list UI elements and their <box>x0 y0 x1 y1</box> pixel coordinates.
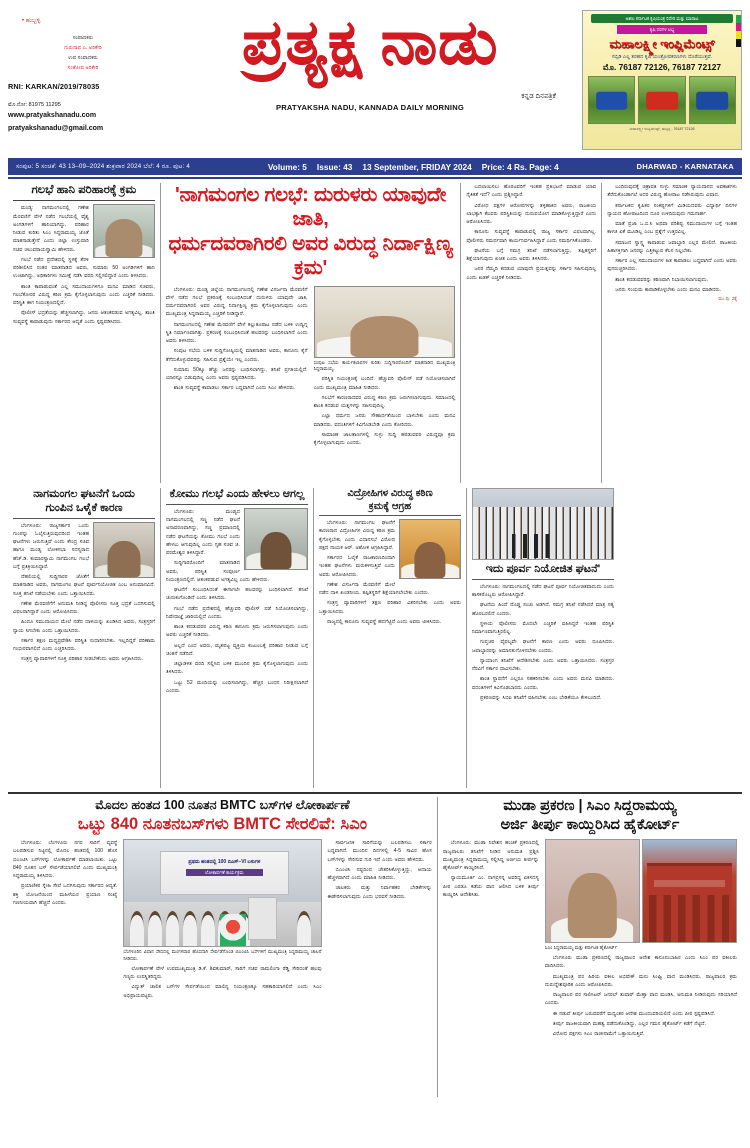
ad-strip-top: ಅಖಿಲ ಕರ್ನಾಟಕ ಕೃಷಿಯಂತ್ರ ರಿಪೇರಿ ಮತ್ತು ಮಾರಾಟ <box>591 14 733 23</box>
paragraph: ಮುಖ್ಯಮಂತ್ರಿ ಪರ ಹಿರಿಯ ವಕೀಲ ಅಭಿಷೇಕ್ ಮನು ಸಿಂಘ್ವಿ ವಾದ ಮಂಡಿಸಿದರು. ರಾಜ್ಯಪಾಲರ ಕ್ರಮ ದುರುದ್ದೇಶಪೂರಿತ ಎಂದು ಆರೋಪಿಸಿದರು. <box>544 973 737 988</box>
caption-muda-photo: ಸಿಎಂ ಸಿದ್ದರಾಮಯ್ಯ ಮತ್ತು ಕರ್ನಾಟಕ ಹೈಕೋರ್ಟ್ <box>544 945 618 951</box>
ad-phone-number: ಮೊ. 76187 72126, 76187 72127 <box>602 62 722 72</box>
photo-cm-siddaramaiah-portrait <box>545 839 640 943</box>
website-link[interactable]: www.pratyakshanadu.com <box>8 111 97 119</box>
paragraph: ಸಾರ್ವಜನಿಕ ಸಾರಿಗೆಯನ್ನು ಬಲಪಡಿಸಲು ಸರ್ಕಾರ ಬದ್ಧವಾಗಿದೆ. ಮುಂದಿನ ದಿನಗಳಲ್ಲಿ 4-5 ಸಾವಿರ ಹೊಸ ಬಸ್‌ಗಳನ್ನು ಸೇರಿಸುವ ಗುರಿ ಇದೆ ಎಂದು ಅವರು ಹೇಳಿದರು. <box>327 840 432 863</box>
muda-body <box>443 839 737 1040</box>
paragraph: ಒಟ್ಟು 52 ಮಂದಿಯನ್ನು ಬಂಧಿಸಲಾಗಿದ್ದು, ಹೆಚ್ಚಿನ ಬಂಧನ ನಿರೀಕ್ಷಿಸಲಾಗಿದೆ ಎಂದರು. <box>166 679 308 694</box>
paragraph: ನಾಗಮಂಗಲದಲ್ಲಿ ಗಣೇಶ ಮೆರವಣಿಗೆ ವೇಳೆ ಕಲ್ಲುತೂರಾಟ ನಡೆದ ಬಳಿಕ ಉದ್ವಿಗ್ನ ಸ್ಥಿತಿ ನಿರ್ಮಾಣವಾಗಿತ್ತು. ಪ್ರಕರಣಕ್ಕೆ ಸಂಬಂಧಿಸಿದಂತೆ ಹಲವರನ್ನು ಬಂಧಿಸಲಾಗಿದೆ ಎಂದು ಅವರು ತಿಳಿಸಿದರು. <box>165 321 308 345</box>
paragraph: ಮಂಡ್ಯ: ನಾಗಮಂಗಲದಲ್ಲಿ ಗಣೇಶ ಮೆರವಣಿಗೆ ವೇಳೆ ನಡೆದ ಗಲಭೆಯಲ್ಲಿ ವೈಶ್ಯ ಅಂಗಡಿಗಳಿಗೆ ಹಾನಿಯಾಗಿದ್ದು, ಪರಿಹಾರ ನೀಡುವ ಕುರಿತು ಸಿಎಂ ಸಿದ್ದರಾಮಯ್ಯ ಜೊತೆ ಮಾತನಾಡುತ್ತೇನೆ ಎಂದು ಜಿಲ್ಲಾ ಉಸ್ತುವಾರಿ ಸಚಿವ ಚಲುವರಾಯಸ್ವಾಮಿ ಹೇಳಿದರು. <box>13 205 89 253</box>
paragraph: ನ್ಯಾಯಾಂಗ ತನಿಖೆಗೆ ಆದೇಶಿಸಬೇಕು ಎಂದು ಅವರು ಒತ್ತಾಯಿಸಿದರು. ಸಂತ್ರಸ್ತರ ನೆರವಿಗೆ ಸರ್ಕಾರ ಧಾವಿಸಬೇಕು. <box>472 657 614 672</box>
date-label: 13 September, FRIDAY 2024 <box>362 161 472 172</box>
paragraph: ಸರ್ಕಾರ ಎಲ್ಲ ಸಮುದಾಯಗಳ ಹಿತ ಕಾಪಾಡಲು ಬದ್ಧವಾಗಿದೆ ಎಂದು ಅವರು ಪುನರುಚ್ಚರಿಸಿದರು. <box>607 258 737 273</box>
muda-column-photo <box>545 839 737 1040</box>
masthead-left-info <box>8 6 158 136</box>
email-link[interactable]: pratyakshanadu@gmail.com <box>8 124 104 132</box>
paragraph: ಬದಲಾಯಿಸಲು ಹೊರಟವರಿಗೆ ಇಂತಹ ಪ್ರತಿಭಟನೆ ಮಾಡುವ ಯಾವ ನೈತಿಕತೆ ಇದೆ? ಎಂದು ಪ್ರಶ್ನಿಸಿದ್ದಾರೆ. <box>466 184 597 199</box>
headline-purva-niyojita: ಇದು ಪೂರ್ವ ನಿಯೋಜಿತ ಘಟನೆ' <box>472 563 614 580</box>
ad-product-photos <box>588 76 736 124</box>
article-muda-case <box>438 797 742 1097</box>
paragraph: ಬೆಂಗಳೂರು: ಮುಡಾ ನಿವೇಶನ ಹಂಚಿಕೆ ಪ್ರಕರಣದಲ್ಲಿ ರಾಜ್ಯಪಾಲರು ತನಿಖೆಗೆ ನೀಡಿದ ಅನುಮತಿ ಪ್ರಶ್ನಿಸಿ ಮುಖ್ಯಮಂತ್ರಿ ಸಿದ್ದರಾಮಯ್ಯ ಸಲ್ಲಿಸಿದ್ದ ಅರ್ಜಿಯ ತೀರ್ಪನ್ನು ಹೈಕೋರ್ಟ್ ಕಾಯ್ದಿರಿಸಿದೆ. <box>442 840 539 872</box>
headline-muda-line1: ಮುಡಾ ಪ್ರಕರಣ | ಸಿಎಂ ಸಿದ್ದರಾಮಯ್ಯ <box>503 797 677 814</box>
caption-bmtc-photo: ಬೆಂಗಳೂರಿನ ವಿಧಾನ ಸೌಧದಲ್ಲಿ ಮಂಗಳವಾರ ಹೊಸದಾಗಿ ಸೇರ್ಪಡೆಗೊಂಡ ಬಿಎಂಟಿಸಿ ಬಸ್‌ಗಳಿಗೆ ಮುಖ್ಯಮಂತ್ರಿ ಸಿದ್ದರಾಮಯ್ಯ ಚಾಲನೆ ನೀಡಿದರು. <box>123 949 322 962</box>
paragraph: ಈ ನಡುವೆ ತೀರ್ಪು ಬರುವವರೆಗೆ ಮಧ್ಯಂತರ ಆದೇಶ ಮುಂದುವರಿಯಲಿದೆ ಎಂದು ಪೀಠ ಸ್ಪಷ್ಟಪಡಿಸಿದೆ. <box>552 1010 716 1017</box>
article-main-lead <box>161 183 461 483</box>
ad-tagline: ಸಬ್ಸಿಡಿ ಎಲ್ಲ ತರಹದ ಕೃಷಿ ಯಂತ್ರೋಪಕರಣಗಳು ದೊರೆಯುತ್ತವೆ. <box>611 54 713 60</box>
article-komu-galabhe <box>161 488 313 788</box>
headline-vidrohigala <box>319 488 461 516</box>
bmtc-column-c <box>328 839 432 1002</box>
paragraph: ಬೆಂಗಳೂರು: ನಾಗಮಂಗಲದಲ್ಲಿ ನಡೆದ ಘಟನೆ ಪೂರ್ವ ನಿಯೋಜಿತವಾದುದು ಎಂದು ಶಾಸಕರೊಬ್ಬರು ಆರೋಪಿಸಿದ್ದಾರೆ. <box>472 583 614 598</box>
flower-arrangement <box>220 914 246 946</box>
paragraph: ಶಾಂತಿ ಕದಡುವವರನ್ನು ಕಠಿಣವಾಗಿ ನಿಭಾಯಿಸಲಾಗುವುದು. <box>615 276 708 283</box>
sub-editor-title: ಉಪ ಸಂಪಾದಕರು <box>68 54 98 61</box>
paragraph: ಶಾಂತಿ ಕಾಪಾಡುವಂತೆ ಎಲ್ಲ ಸಮುದಾಯಗಳಿಗೂ ಮನವಿ ಮಾಡಿದ ಸಚಿವರು, ಗಲಭೆಕೋರರ ವಿರುದ್ಧ ಕಠಿಣ ಕ್ರಮ ಕೈಗೊಳ್ಳಲಾಗುವುದು ಎಂದು ಎಚ್ಚರಿಕೆ ನೀಡಿದರು. ಪರಿಸ್ಥಿತಿ ಈಗ ನಿಯಂತ್ರಣದಲ್ಲಿದೆ. <box>13 283 155 307</box>
paragraph: ಬೆಂಗಳೂರು: ಬೆಂಗಳೂರು ನಗರ ಸಾರಿಗೆ ವ್ಯವಸ್ಥೆ ಬಲಪಡಿಸುವ ನಿಟ್ಟಿನಲ್ಲಿ ಮೊದಲ ಹಂತದಲ್ಲಿ 100 ಹೊಸ ಬಿಎಂಟಿಸಿ ಬಸ್‌ಗಳನ್ನು ಲೋಕಾರ್ಪಣೆ ಮಾಡಲಾಯಿತು. ಒಟ್ಟು 840 ನೂತನ ಬಸ್ ಸೇರ್ಪಡೆಯಾಗಲಿವೆ ಎಂದು ಮುಖ್ಯಮಂತ್ರಿ ಸಿದ್ದರಾಮಯ್ಯ ತಿಳಿಸಿದರು. <box>13 840 118 880</box>
rni-number: RNI: KARKAN/2019/78035 <box>8 81 100 91</box>
paragraph: ಜನರು ಸಂಯಮ ಕಾಪಾಡಿಕೊಳ್ಳಬೇಕು ಎಂದು ಮನವಿ ಮಾಡಿದರು. <box>615 286 722 293</box>
paragraph: ಶಾಂತಿ ಸುವ್ಯವಸ್ಥೆ ಕಾಪಾಡಲು ಸರ್ಕಾರ ಬದ್ಧವಾಗಿದೆ ಎಂದು ಸಿಎಂ ಹೇಳಿದರು. <box>173 385 296 392</box>
paragraph: ಎಲ್ಲಾ ಧರ್ಮದ ಜನರು ಸೌಹಾರ್ದತೆಯಿಂದ ಬಾಳಬೇಕು ಎಂದು ಮನವಿ ಮಾಡಿದರು. ವದಂತಿಗಳಿಗೆ ಕಿವಿಗೊಡಬೇಡಿ ಎಂದು ಕೋರಿದರು. <box>313 413 456 428</box>
paragraph: ಪರಿಸ್ಥಿತಿ ನಿಯಂತ್ರಣಕ್ಕೆ ಬಂದಿದೆ. ಹೆಚ್ಚುವರಿ ಪೊಲೀಸ್ ಪಡೆ ನಿಯೋಜಿಸಲಾಗಿದೆ ಎಂದು ಮುಖ್ಯಮಂತ್ರಿ ಮಾಹಿತಿ ನೀಡಿದರು. <box>313 376 456 391</box>
paragraph: ಚಾಲಕರು ಮತ್ತು ನಿರ್ವಾಹಕರ ಬೇಡಿಕೆಗಳನ್ನು ಈಡೇರಿಸಲಾಗುವುದು ಎಂದು ಭರವಸೆ ನೀಡಿದರು. <box>327 885 432 900</box>
headline-muda-line2: ಅರ್ಜಿ ತೀರ್ಪು ಕಾಯ್ದಿರಿಸಿದ ಹೈಕೋರ್ಟ್ <box>500 816 680 833</box>
lead-continuation-column-4 <box>602 183 742 483</box>
paragraph: ಸಂತ್ರಸ್ತ ವ್ಯಾಪಾರಿಗಳಿಗೆ ತಕ್ಷಣ ಪರಿಹಾರ ವಿತರಿಸಬೇಕು ಎಂದು ಅವರು ಒತ್ತಾಯಿಸಿದರು. <box>319 600 461 615</box>
headline-bmtc: ಒಟ್ಟು 840 ನೂತನಬಸ್‌ಗಳು BMTC ಸೇರಲಿವೆ: ಸಿಎಂ <box>77 814 368 833</box>
paragraph: ಸಮಾಜದ ಸ್ವಾಸ್ಥ್ಯ ಕಾಪಾಡುವ ಜವಾಬ್ದಾರಿ ಎಲ್ಲರ ಮೇಲಿದೆ. ರಾಜಕೀಯ ಹಿತಾಸಕ್ತಿಗಾಗಿ ಜನರನ್ನು ಎತ್ತಿಕಟ್ಟುವ ಕೆಲಸ ನಿಲ್ಲಬೇಕು. <box>607 239 737 254</box>
caption-cm-photo: ಸಂಪುಟ ಸಭೆಯ ಕಾರ್ಯಕಲಾಪಗಳ ಕುರಿತು ಸುದ್ದಿಗಾರರೊಂದಿಗೆ ಮಾತನಾಡಿದ ಮುಖ್ಯಮಂತ್ರಿ ಸಿದ್ದರಾಮಯ್ಯ. <box>313 359 456 372</box>
paragraph: ಸರ್ಕಾರದ ಓಲೈಕೆ ರಾಜಕಾರಣದಿಂದಾಗಿ ಇಂತಹ ಘಟನೆಗಳು ಮರುಕಳಿಸುತ್ತಿವೆ ಎಂದು ಅವರು ಆರೋಪಿಸಿದರು. <box>319 555 395 578</box>
article-ganabhe-hani <box>8 183 160 483</box>
paragraph: ಕಾನೂನು ಸುವ್ಯವಸ್ಥೆ ಕಾಪಾಡುವಲ್ಲಿ ರಾಜ್ಯ ಸರ್ಕಾರ ವಿಫಲವಾಗಿಲ್ಲ. ಪೊಲೀಸರು ಸಮರ್ಥವಾಗಿ ಕಾರ್ಯನಿರ್ವಹಿಸಿದ್ದಾರೆ ಎಂದು ಸಮರ್ಥಿಸಿಕೊಂಡರು. <box>466 229 597 244</box>
photo-opposition-leader <box>399 519 461 579</box>
bottom-section <box>8 797 742 1097</box>
kicker-bmtc: ಮೊದಲ ಹಂತದ 100 ನೂತನ BMTC ಬಸ್‌ಗಳ ಲೋಕಾರ್ಪಣೆ <box>95 797 350 812</box>
editor-block <box>8 34 158 74</box>
bmtc-column-photo <box>123 839 321 1002</box>
price-label: Price: 4 Rs. Page: 4 <box>481 161 559 172</box>
headline-line2: ಕ್ರಮಕ್ಕೆ ಆಗ್ರಹ <box>368 500 412 512</box>
paragraph: ಗಲಭೆಗೆ ಕಾರಣರಾದವರ ವಿರುದ್ಧ ಕಠಿಣ ಕ್ರಮ ಜರುಗಿಸಲಾಗುವುದು. ಸಮಾಜದಲ್ಲಿ ಶಾಂತಿ ಕದಡುವ ಯತ್ನಗಳನ್ನು ಸಹಿಸುವುದಿಲ್ಲ. <box>313 394 456 410</box>
paragraph: ಹಿಂದೂ ಸಮುದಾಯದ ಮೇಲೆ ನಡೆದ ದಾಳಿಯನ್ನು ಖಂಡಿಸಿದ ಅವರು, ಸಂತ್ರಸ್ತರಿಗೆ ನ್ಯಾಯ ಸಿಗಬೇಕು ಎಂದು ಒತ್ತಾಯಿಸಿದರು. <box>13 619 155 634</box>
headline-komu-galabhe: ಕೋಮು ಗಲಭೆ ಎಂದು ಹೇಳಲು ಆಗಲ್ಲ <box>166 488 308 505</box>
article-bmtc-buses <box>8 797 437 1097</box>
paragraph: ತೀರ್ಪು ರಾಜಕೀಯವಾಗಿ ಮಹತ್ವ ಪಡೆದುಕೊಂಡಿದ್ದು, ಎಲ್ಲರ ಗಮನ ಹೈಕೋರ್ಟ್ ಕಡೆಗೆ ನೆಟ್ಟಿದೆ. <box>552 1020 706 1027</box>
bmtc-body <box>13 839 432 1002</box>
paragraph: ಸ್ಥಳೀಯ ಪೊಲೀಸರು ಮೊದಲೇ ಎಚ್ಚರಿಕೆ ವಹಿಸಿದ್ದರೆ ಇಂತಹ ಪರಿಸ್ಥಿತಿ ನಿರ್ಮಾಣವಾಗುತ್ತಿರಲಿಲ್ಲ. <box>472 620 614 635</box>
volume-label: Volume: 5 <box>267 161 307 172</box>
paragraph: ಸುದ್ದಿಗಾರರೊಂದಿಗೆ ಮಾತನಾಡಿದ ಅವರು, ಪರಿಸ್ಥಿತಿ ಸಂಪೂರ್ಣ ನಿಯಂತ್ರಣದಲ್ಲಿದೆ. ಆತಂಕಪಡುವ ಅಗತ್ಯವಿಲ್ಲ ಎಂದು ಹೇಳಿದರು. <box>166 560 269 583</box>
paragraph: ಘಟನೆಗೆ ಸಂಬಂಧಿಸಿದಂತೆ ಈಗಾಗಲೇ ಹಲವರನ್ನು ಬಂಧಿಸಲಾಗಿದೆ. ತನಿಖೆ ಚುರುಕುಗೊಂಡಿದೆ ಎಂದು ತಿಳಿಸಿದರು. <box>166 587 308 602</box>
paragraph: ಗುಪ್ತಚರ ವೈಫಲ್ಯವೇ ಘಟನೆಗೆ ಕಾರಣ ಎಂದು ಅವರು ದೂಷಿಸಿದರು. ಜವಾಬ್ದಾರರನ್ನು ಅಮಾನತುಗೊಳಿಸಬೇಕು ಎಂದರು. <box>472 639 614 654</box>
headline-hdk-reaction <box>13 488 155 519</box>
paragraph: ಸಾಮಾಜಿಕ ಜಾಲತಾಣಗಳಲ್ಲಿ ಸುಳ್ಳು ಸುದ್ದಿ ಹರಡುವವರ ವಿರುದ್ಧವೂ ಕ್ರಮ ಕೈಗೊಳ್ಳಲಾಗುವುದು ಎಂದರು. <box>313 431 456 447</box>
headline-line1: ವಿದ್ರೋಹಿಗಳ ವಿರುದ್ಧ ಕಠಿಣ <box>347 488 433 499</box>
paragraph: ಪ್ರಕರಣವನ್ನು ಸಿಬಿಐ ತನಿಖೆಗೆ ವಹಿಸಬೇಕು ಎಂಬ ಬೇಡಿಕೆಯೂ ಕೇಳಿಬಂದಿದೆ. <box>480 694 602 701</box>
bmtc-column-a <box>13 839 117 1002</box>
paragraph: ವಿರೋಧ ಪಕ್ಷಗಳು ಸಿಎಂ ರಾಜೀನಾಮೆಗೆ ಒತ್ತಾಯಿಸುತ್ತಿವೆ. <box>552 1031 645 1038</box>
section-rule <box>8 792 742 794</box>
contact-block <box>8 100 158 136</box>
paragraph: ಗಲಭೆ ನಡೆದ ಪ್ರದೇಶದಲ್ಲಿ ಹೆಚ್ಚುವರಿ ಪೊಲೀಸ್ ಪಡೆ ನಿಯೋಜಿಸಲಾಗಿದ್ದು, ನಿಷೇಧಾಜ್ಞೆ ಜಾರಿಯಲ್ಲಿದೆ ಎಂದರು. <box>166 605 308 620</box>
paragraph: ಮಾತೆ ಪ್ರಜಾ ಒ.ಬಿ.ಸಿ ಅಥವಾ ಪರಿಶಿಷ್ಟ ಸಮುದಾಯಗಳ ಬಗ್ಗೆ ಇಂತಹ ಕಾಳಜಿ ಏಕೆ ಮೂಡಿಲ್ಲ ಎಂಬ ಪ್ರಶ್ನೆಗೆ ಉತ್ತರವಿಲ್ಲ. <box>607 221 737 236</box>
editor-title: ಸಂಪಾದಕರು <box>72 35 94 41</box>
article-purva-niyojita <box>467 488 619 788</box>
city-label <box>8 18 158 25</box>
issue-label: Issue: 43 <box>316 161 353 172</box>
paragraph: ಕರ್ನಾಟಕದ ಕೃಷಿಕರ ಸಂಕಷ್ಟಗಳಿಗೆ ಮಿಡಿಯದವರು ವಿದ್ಯಾರ್ಥಿ ದಿನಗಳ ನ್ಯಾಯದ ಹೋರಾಟದಿಂದ ದೂರ ಉಳಿದಿರುವುದು ಗಮನಾರ್ಹ. <box>607 202 737 217</box>
paragraph: ರಾಜ್ಯಪಾಲರ ಪರ ಸಾಲಿಸಿಟರ್ ಜನರಲ್ ತುಷಾರ್ ಮೆಹ್ತಾ ವಾದ ಮಂಡಿಸಿ, ಅನುಮತಿ ನೀಡಿರುವುದು ಸರಿಯಾಗಿದೆ ಎಂದರು. <box>544 992 737 1007</box>
continued-byline: ಮು.ಪು. 2ಕ್ಕೆ <box>718 296 737 301</box>
paragraph: ಜನರ ನೆಮ್ಮದಿ ಕದಡುವ ಯಾವುದೇ ಪ್ರಯತ್ನವನ್ನು ಸರ್ಕಾರ ಸಹಿಸುವುದಿಲ್ಲ ಎಂದು ಖಡಕ್ ಎಚ್ಚರಿಕೆ ನೀಡಿದರು. <box>466 266 597 281</box>
paragraph: ರಾಜ್ಯದಲ್ಲಿ ಕಾನೂನು ಸುವ್ಯವಸ್ಥೆ ಹದಗೆಟ್ಟಿದೆ ಎಂದು ಅವರು ಟೀಕಿಸಿದರು. <box>327 618 442 625</box>
paragraph: ಬೆಂಗಳೂರು: ರಾಜ್ಯಸರ್ಕಾರ ಒಂದು ಗುಂಪನ್ನು ಓಲೈಸುತ್ತಿರುವುದರಿಂದ ಇಂತಹ ಘಟನೆಗಳು ಜರುಗುತ್ತಿವೆ ಎಂದು ಕೇಂದ್ರ ಸಚಿವ ಹಾಗೂ ಮಂಡ್ಯ ಲೋಕಸಭಾ ಸದಸ್ಯರಾದ ಹೆಚ್.ಡಿ. ಕುಮಾರಸ್ವಾಮಿ ನಾಗಮಂಗಲ ಗಲಭೆ ಬಗ್ಗೆ ಪ್ರತಿಕ್ರಿಯಿಸಿದ್ದಾರೆ. <box>13 522 89 570</box>
masthead-advertisement[interactable] <box>582 10 742 150</box>
paragraph: ಬಿಎಂಟಿಸಿ ನಷ್ಟದಿಂದ ಚೇತರಿಸಿಕೊಳ್ಳುತ್ತಿದ್ದು, ಆದಾಯ ಹೆಚ್ಚಳವಾಗಿದೆ ಎಂದು ಮಾಹಿತಿ ನೀಡಿದರು. <box>327 866 432 882</box>
paragraph: ಸುಮಾರು 50ಕ್ಕೂ ಹೆಚ್ಚು ಜನರನ್ನು ಬಂಧಿಸಲಾಗಿದ್ದು, ತನಿಖೆ ಪ್ರಗತಿಯಲ್ಲಿದೆ. ಯಾರನ್ನೂ ಬಿಡುವುದಿಲ್ಲ ಎಂದು ಅವರು ಸ್ಪಷ್ಟಪಡಿಸಿದರು. <box>165 366 308 382</box>
photo-karnataka-high-court <box>642 839 737 943</box>
issue-info-english <box>190 162 636 172</box>
ad-product-rotavator <box>638 76 685 124</box>
edition-location: DHARWAD - KARNATAKA <box>636 162 734 171</box>
paragraph: ಗಣೇಶ ಮೆರವಣಿಗೆಗೆ ಅನುಮತಿ ನೀಡಿದ್ದ ಪೊಲೀಸರು ಸೂಕ್ತ ಭದ್ರತೆ ಒದಗಿಸುವಲ್ಲಿ ವಿಫಲರಾಗಿದ್ದಾರೆ ಎಂದು ಆರೋಪಿಸಿದರು. <box>13 600 155 615</box>
paragraph: ಘಟನೆಯ ಹಿಂದೆ ದೊಡ್ಡ ಸಂಚು ಅಡಗಿದೆ. ಸಮಗ್ರ ತನಿಖೆ ನಡೆಸಿದರೆ ಮಾತ್ರ ಸತ್ಯ ಹೊರಬರಲಿದೆ ಎಂದರು. <box>472 602 614 617</box>
bullet-dot: • <box>22 18 25 24</box>
article-vidrohigala <box>314 488 466 788</box>
ad-product-plough <box>588 76 635 124</box>
photo-pair-cm-and-highcourt <box>545 839 737 943</box>
lead-body-columns <box>166 286 456 450</box>
lead-continuation-column-3 <box>461 183 601 483</box>
headline-ganabhe-hani: ಗಲಭೆ ಹಾನಿ ಪರಿಹಾರಕ್ಕೆ ಕ್ರಮ <box>13 183 155 201</box>
editor-name: ಗುರುನಾಥ ಎ. ಅರಿಕೇರಿ <box>64 44 102 51</box>
header-rule <box>8 177 742 179</box>
photo-cm-siddaramaiah <box>314 286 456 358</box>
event-banner <box>160 851 289 896</box>
lead-column-b <box>314 286 456 450</box>
headline-main-line1: 'ನಾಗಮಂಗಲ ಗಲಭೆ: ದುರುಳರು ಯಾವುದೇ ಜಾತಿ, <box>174 184 447 231</box>
issue-info-kannada: ಸಂಪುಟ: 5 ಸಂಚಿಕೆ: 43 13–09–2024 ಶುಕ್ರವಾರ 2024 ಬೆಲೆ: 4 ರೂ. ಪುಟ: 4 <box>16 162 191 170</box>
paragraph: ಶಾಂತಿ ಕದಡುವವರ ವಿರುದ್ಧ ಕಠಿಣ ಕಾನೂನು ಕ್ರಮ ಜರುಗಿಸಲಾಗುವುದು ಎಂದು ಅವರು ಎಚ್ಚರಿಕೆ ನೀಡಿದರು. <box>166 624 308 639</box>
paragraph: ಬೆಂಗಳೂರು: ಮಂಡ್ಯದ ನಾಗಮಂಗಲದಲ್ಲಿ ಸಣ್ಣ ನಡೆದ ಘಟನೆ ಅನಾವರಣವಾಗಿದ್ದು, ಸಣ್ಣ ಪ್ರಮಾಣದಲ್ಲಿ ನಡೆದ ಘಟನೆಯನ್ನು ಕೋಮು ಗಲಭೆ ಎಂದು ಹೇಳಲು ಆಗುವುದಿಲ್ಲ ಎಂದು ಗೃಹ ಸಚಿವ ಜಿ. ಪರಮೇಶ್ವರ ತಿಳಿಸಿದ್ದಾರೆ. <box>166 508 240 556</box>
masthead <box>8 6 742 156</box>
city-label-text: ಹುಬ್ಬಳ್ಳಿ <box>25 18 41 24</box>
paragraph: ಸಂಪುಟ ಸಭೆಯ ಬಳಿಕ ಸುದ್ದಿಗೋಷ್ಠಿಯಲ್ಲಿ ಮಾತನಾಡಿದ ಅವರು, ಕಾನೂನು ಕೈಗೆ ತೆಗೆದುಕೊಳ್ಳುವವರನ್ನು ಸಹಿಸುವ ಪ್ರಶ್ನೆಯೇ ಇಲ್ಲ ಎಂದರು. <box>165 348 308 363</box>
top-section <box>8 183 742 483</box>
paragraph: ವಿರೋಧ ಪಕ್ಷಗಳ ಆರೋಪಗಳನ್ನು ತಳ್ಳಿಹಾಕಿದ ಅವರು, ರಾಜಕೀಯ ಲಾಭಕ್ಕಾಗಿ ಕೆಲವರು ಪರಿಸ್ಥಿತಿಯನ್ನು ದುರುಪಯೋಗ ಮಾಡಿಕೊಳ್ಳುತ್ತಿದ್ದಾರೆ ಎಂದು ಆರೋಪಿಸಿದರು. <box>466 202 597 225</box>
paragraph: ಬೆಂಗಳೂರು ಮುಡಾ ಪ್ರಕರಣದಲ್ಲಿ ರಾಜ್ಯಪಾಲರ ಆದೇಶ ಕಾನೂನುಬಾಹಿರ ಎಂದು ಸಿಎಂ ಪರ ವಕೀಲರು ವಾದಿಸಿದರು. <box>544 955 737 970</box>
photo-minister-parameshwara <box>244 508 308 570</box>
muda-column-a <box>443 839 539 1040</box>
middle-section <box>8 488 742 788</box>
ad-strip-second: ಕೃಷಿ ದರಗಳ ಲಭ್ಯ <box>617 25 707 34</box>
paragraph: ಗಲಭೆ ನಡೆದ ಪ್ರದೇಶದಲ್ಲಿ ಸ್ಥಳಕ್ಕೆ ತೆರಳಿ ಪರಿಶೀಲಿಸಿದ ನಂತರ ಮಾತನಾಡಿದ ಅವರು, ಸುಮಾರು 50 ಅಂಗಡಿಗಳಿಗೆ ಹಾನಿ ಉಂಟಾಗಿದ್ದು, ಅಧಿಕಾರಿಗಳು ಸಮೀಕ್ಷೆ ನಡೆಸಿ ವರದಿ ಸಲ್ಲಿಸಲಿದ್ದಾರೆ ಎಂದು ತಿಳಿಸಿದರು. <box>13 256 155 280</box>
ad-product-trailer <box>689 76 736 124</box>
masthead-center <box>158 6 582 112</box>
photo-hd-kumaraswamy <box>93 522 155 578</box>
headline-main-line2: ಧರ್ಮದವರಾಗಿರಲಿ ಅವರ ವಿರುದ್ಧ ನಿರ್ದಾಕ್ಷಿಣ್ಯ ಕ್ರಮ' <box>168 232 453 280</box>
paragraph: ಪ್ರಯಾಣಿಕರ ಸ್ನೇಹಿ ಸೇವೆ ಒದಗಿಸುವುದು ಸರ್ಕಾರದ ಆದ್ಯತೆ. ಶಕ್ತಿ ಯೋಜನೆಯಿಂದ ಮಹಿಳೆಯರ ಪ್ರಯಾಣ ಸಂಖ್ಯೆ ಗಣನೀಯವಾಗಿ ಹೆಚ್ಚಿದೆ ಎಂದರು. <box>13 883 118 906</box>
podium <box>248 897 277 939</box>
paragraph: ವಿದ್ಯುತ್ ಚಾಲಿತ ಬಸ್‌ಗಳ ಸೇರ್ಪಡೆಯಿಂದ ಮಾಲಿನ್ಯ ನಿಯಂತ್ರಣಕ್ಕೂ ಸಹಕಾರಿಯಾಗಲಿದೆ ಎಂದು ಸಿಎಂ ಅಭಿಪ್ರಾಯಪಟ್ಟರು. <box>123 984 322 999</box>
paragraph: ದೆಹಲಿಯಲ್ಲಿ ಸುದ್ದಿಗಾರರ ಜೊತೆಗೆ ಮಾತನಾಡಿದ ಅವರು, ನಾಗಮಂಗಲ ಘಟನೆ ಪೂರ್ವನಿಯೋಜಿತ ಎಂಬ ಅನುಮಾನವಿದೆ. ಸೂಕ್ತ ತನಿಖೆ ನಡೆಯಬೇಕು ಎಂದು ಒತ್ತಾಯಿಸಿದರು. <box>13 574 155 597</box>
banner-line1: ಪ್ರಥಮ ಹಂತದಲ್ಲಿ 100 ಬಿಎಸ್–VI ಬಸುಗಳ <box>188 858 261 865</box>
paragraph: ನ್ಯಾಯಮೂರ್ತಿ ಎಂ. ನಾಗಪ್ರಸನ್ನ ಅವರಿದ್ದ ಏಕಸದಸ್ಯ ಪೀಠ ಎರಡೂ ಕಡೆಯ ವಾದ ಆಲಿಸಿದ ಬಳಿಕ ತೀರ್ಪು ಕಾಯ್ದಿರಿಸಿ ಆದೇಶಿಸಿತು. <box>442 875 539 898</box>
photo-minister-cheluvarayaswamy <box>93 204 155 258</box>
photo-bmtc-launch-event <box>123 839 321 947</box>
banner-line2: ಲೋಕಾರ್ಪಣೆ ಕಾರ್ಯಕ್ರಮ <box>186 869 262 876</box>
article-hdk-reaction <box>8 488 160 788</box>
phone-number: ಮೊ.ನೋ: 81975 11295 <box>8 101 61 108</box>
issue-info-bar <box>8 158 742 175</box>
photo-press-conference <box>472 488 614 560</box>
sub-editor-name: ಸಂತೋಷ ಅರಿಕೇರಿ <box>67 64 99 71</box>
paragraph: ಜಿಲ್ಲಾಡಳಿತ ವರದಿ ಸಲ್ಲಿಸಿದ ಬಳಿಕ ಮುಂದಿನ ಕ್ರಮ ಕೈಗೊಳ್ಳಲಾಗುವುದು ಎಂದು ತಿಳಿಸಿದರು. <box>166 661 308 676</box>
paragraph: ಶಾಂತಿ ಸ್ಥಾಪನೆಗೆ ಎಲ್ಲರೂ ಸಹಕರಿಸಬೇಕು ಎಂದು ಅವರು ಮನವಿ ಮಾಡಿದರು. ವದಂತಿಗಳಿಗೆ ಕಿವಿಗೊಡಬಾರದು ಎಂದರು. <box>472 676 614 691</box>
paragraph: ಬೆಂಗಳೂರು: ಮಂಡ್ಯ ಜಿಲ್ಲೆಯ ನಾಗಮಂಗಲದಲ್ಲಿ ಗಣೇಶ ವಿಸರ್ಜನಾ ಮೆರವಣಿಗೆ ವೇಳೆ ನಡೆದ ಗಲಭೆ ಪ್ರಕರಣಕ್ಕೆ ಸಂಬಂಧಿಸಿದಂತೆ ದುರುಳರು ಯಾವುದೇ ಜಾತಿ, ಧರ್ಮದವರಾಗಿರಲಿ ಅವರ ವಿರುದ್ಧ ನಿರ್ದಾಕ್ಷಿಣ್ಯ ಕ್ರಮ ಕೈಗೊಳ್ಳಲಾಗುವುದು ಎಂದು ಮುಖ್ಯಮಂತ್ರಿ ಸಿದ್ದರಾಮಯ್ಯ ಎಚ್ಚರಿಕೆ ನೀಡಿದ್ದಾರೆ. <box>165 286 308 318</box>
paragraph: ಸಂತ್ರಸ್ತ ವ್ಯಾಪಾರಿಗಳಿಗೆ ಸೂಕ್ತ ಪರಿಹಾರ ನೀಡಬೇಕೆಂದು ಅವರು ಆಗ್ರಹಿಸಿದರು. <box>21 656 144 663</box>
paragraph: ಬೆಂಗಳೂರು: ನಾಗಮಂಗಲ ಘಟನೆಗೆ ಕಾರಣರಾದ ವಿದ್ರೋಹಿಗಳ ವಿರುದ್ಧ ಕಠಿಣ ಕ್ರಮ ಕೈಗೊಳ್ಳಬೇಕು ಎಂದು ವಿಧಾನಸಭೆ ವಿರೋಧ ಪಕ್ಷದ ನಾಯಕ ಆರ್. ಅಶೋಕ ಆಗ್ರಹಿಸಿದ್ದಾರೆ. <box>319 520 395 551</box>
paragraph: ಲೋಕಾರ್ಪಣೆ ವೇಳೆ ಉಪಮುಖ್ಯಮಂತ್ರಿ ಡಿ.ಕೆ. ಶಿವಕುಮಾರ್, ಸಾರಿಗೆ ಸಚಿವ ರಾಮಲಿಂಗಾ ರೆಡ್ಡಿ ಸೇರಿದಂತೆ ಹಲವು ಗಣ್ಯರು ಉಪಸ್ಥಿತರಿದ್ದರು. <box>123 965 322 981</box>
newspaper-title: ಪ್ರತ್ಯಕ್ಷ ನಾಡು <box>241 8 499 77</box>
paragraph: ಘಟನೆಯ ಬಗ್ಗೆ ಸಮಗ್ರ ತನಿಖೆ ನಡೆಸಲಾಗುತ್ತಿದ್ದು, ತಪ್ಪಿತಸ್ಥರಿಗೆ ಶಿಕ್ಷೆಯಾಗುವುದು ಖಚಿತ ಎಂದು ಅವರು ತಿಳಿಸಿದರು. <box>466 247 597 262</box>
subtitle-kannada: ಕನ್ನಡ ದಿನಪತ್ರಿಕೆ <box>521 93 556 101</box>
paragraph: ಪೊಲೀಸ್ ಭದ್ರತೆಯನ್ನು ಹೆಚ್ಚಿಸಲಾಗಿದ್ದು, ಜನರು ಆತಂಕಪಡುವ ಅಗತ್ಯವಿಲ್ಲ. ಶಾಂತಿ ಸುವ್ಯವಸ್ಥೆ ಕಾಪಾಡುವುದು ಸರ್ಕಾರದ ಆದ್ಯತೆ ಎಂದು ಸ್ಪಷ್ಟಪಡಿಸಿದರು. <box>13 310 155 325</box>
paragraph: ಸರ್ಕಾರ ತಕ್ಷಣ ಮಧ್ಯಪ್ರವೇಶಿಸಿ ಪರಿಸ್ಥಿತಿ ಸುಧಾರಿಸಬೇಕು. ಇಲ್ಲದಿದ್ದರೆ ಪರಿಣಾಮ ಗಂಭೀರವಾಗಲಿದೆ ಎಂದು ಎಚ್ಚರಿಸಿದರು. <box>13 637 155 652</box>
lead-column-a <box>166 286 308 450</box>
paragraph: ಅಲ್ಲದೆ ಎಂದ ಅವರು, ಮೃತಪಟ್ಟ ವ್ಯಕ್ತಿಯ ಕುಟುಂಬಕ್ಕೆ ಪರಿಹಾರ ನೀಡುವ ಬಗ್ಗೆ ಚಿಂತನೆ ನಡೆದಿದೆ. <box>166 642 308 657</box>
paragraph: ಗಣೇಶ ವಿಸರ್ಜನಾ ಮೆರವಣಿಗೆ ಮೇಲೆ ನಡೆದ ದಾಳಿ ಖಂಡನೀಯ. ತಪ್ಪಿತಸ್ಥರಿಗೆ ಶಿಕ್ಷೆಯಾಗಲೇಬೇಕು ಎಂದರು. <box>319 581 429 596</box>
headline-line1: ನಾಗಮಂಗಲ ಘಟನೆಗೆ ಒಂದು <box>33 488 135 500</box>
ad-business-name: ಮಹಾಲಕ್ಷ್ಮೀ ಇಂಪ್ಲಿಮೆಂಟ್ಸ್ <box>609 37 715 51</box>
subtitle-english: PRATYAKSHA NADU, KANNADA DAILY MORNING <box>275 103 465 113</box>
print-color-bar <box>736 15 741 47</box>
paragraph: ಬಂದಿರುವುದಕ್ಕೆ ಚಿತ್ರಾವತಿ ಸುಳ್ಳು ಸಮಾಜಿಕ ನ್ಯಾಯದಾನದ ಅವಕಾಶಗಳು ತೆರೆದುಕೊಂಡಾಗಲೆ ಅದರ ವಿರುದ್ಧ ಹೋರಾಟ ನಡೆಸಿರುವುದು ವಿಷಾದ. <box>607 184 737 199</box>
headline-line2: ಗುಂಪಿನ ಒಳೈಕೆ ಕಾರಣ <box>45 501 123 514</box>
ad-footer-address: ಮಹಾಲಕ್ಷ್ಮೀ ಇಂಪ್ಲಿಮೆಂಟ್ಸ್, ಹುಬ್ಬಳ್ಳಿ - 76187 72126 <box>629 127 695 131</box>
